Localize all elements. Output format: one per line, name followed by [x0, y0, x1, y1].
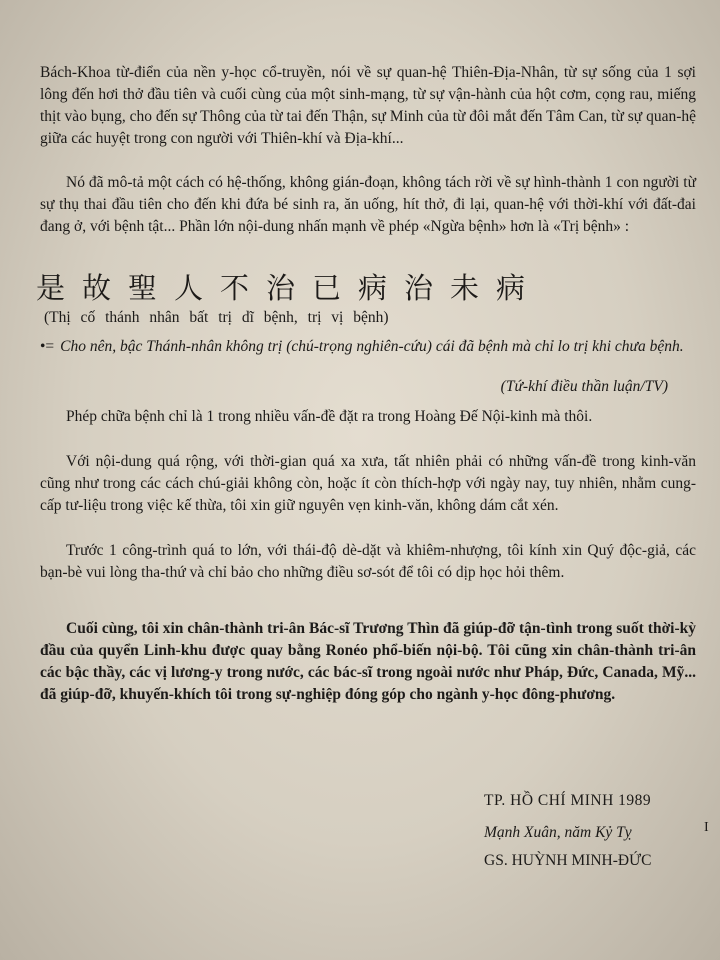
paragraph-acknowledgements: Cuối cùng, tôi xin chân-thành tri-ân Bác-sĩ Trương Thìn đã giúp-đỡ tận-tình trong suốt thời-kỳ đầu của quyển Linh-khu được quay bằng Ronéo phổ-biến nội-bộ. Tôi cũng xin chân-thành tri-ân các bậc thầy, các vị lương-y trong nước, các bác-sĩ trong ngoài nước như Pháp, Đức, Canada, Mỹ... đã giúp-đỡ, khuyến-khích tôi trong sự-nghiệp đóng góp cho ngành y-học đông-phương.	[40, 620, 696, 703]
chinese-quote: 是故聖人不治已病治未病	[36, 271, 543, 305]
paragraph-systematic-description: Nó đã mô-tả một cách có hệ-thống, không gián-đoạn, không tách rời về sự hình-thành 1 con người từ sự thụ thai đầu tiên cho đến khi đứa bé sinh ra, ăn uống, hít thở, đi lại, quan-hệ với thời-khí với đất-đai đang ở, với bệnh tật... Phần lớn nội-dung nhấn mạnh về phép «Ngừa bệnh» hơn là «Trị bệnh» :	[40, 174, 696, 235]
paragraph-content-scope: Với nội-dung quá rộng, với thời-gian quá xa xưa, tất nhiên phải có những vấn-đề trong kinh-văn cũng như trong các cách chú-giải không còn, hoặc ít còn thích-hợp với ngày nay, tuy nhiên, nhằm cung-cấp tư-liệu trong việc kế thừa, tôi xin giữ nguyên vẹn kinh-văn, không dám cắt xén.	[40, 453, 696, 514]
quote-translation	[40, 336, 696, 358]
quote-reading: (Thị cố thánh nhân bất trị dĩ bệnh, trị vị bệnh)	[44, 309, 389, 326]
quote-translation-text: Cho nên, bậc Thánh-nhân không trị (chú-trọng nghiên-cứu) cái đã bệnh mà chỉ lo trị khi chưa bệnh.	[60, 338, 684, 355]
edge-mark: I	[704, 820, 709, 835]
quote-source: (Tứ-khí điều thần luận/TV)	[500, 378, 668, 395]
signature-place-date: TP. HỒ CHÍ MINH 1989	[484, 792, 652, 809]
signature-season: Mạnh Xuân, năm Kỷ Tỵ	[484, 824, 632, 841]
paragraph-apology: Trước 1 công-trình quá to lớn, với thái-độ dè-dặt và khiêm-nhượng, tôi kính xin Quý độc-giả, các bạn-bè vui lòng tha-thứ và chỉ bảo cho những điều sơ-sót để tôi có dịp học hỏi thêm.	[40, 542, 696, 581]
paragraph-encyclopedia: Bách-Khoa từ-điển của nền y-học cổ-truyền, nói về sự quan-hệ Thiên-Địa-Nhân, từ sự sống của 1 sợi lông đến hơi thở đầu tiên và cuối cùng của một sinh-mạng, từ sự vận-hành của hột cơm, cọng rau, miếng thịt vào bụng, cho đến sự Thông của từ tai đến Thận, sự Minh của từ đôi mắt đến Tâm Can, từ sự quan-hệ giữa các huyệt trong con người với Thiên-khí và Địa-khí...	[40, 64, 696, 147]
quote-marker: •=	[40, 338, 55, 355]
signature-author: GS. HUỲNH MINH-ĐỨC	[484, 852, 652, 869]
paragraph-healing-method: Phép chữa bệnh chỉ là 1 trong nhiều vấn-đề đặt ra trong Hoàng Đế Nội-kinh mà thôi.	[66, 408, 593, 425]
